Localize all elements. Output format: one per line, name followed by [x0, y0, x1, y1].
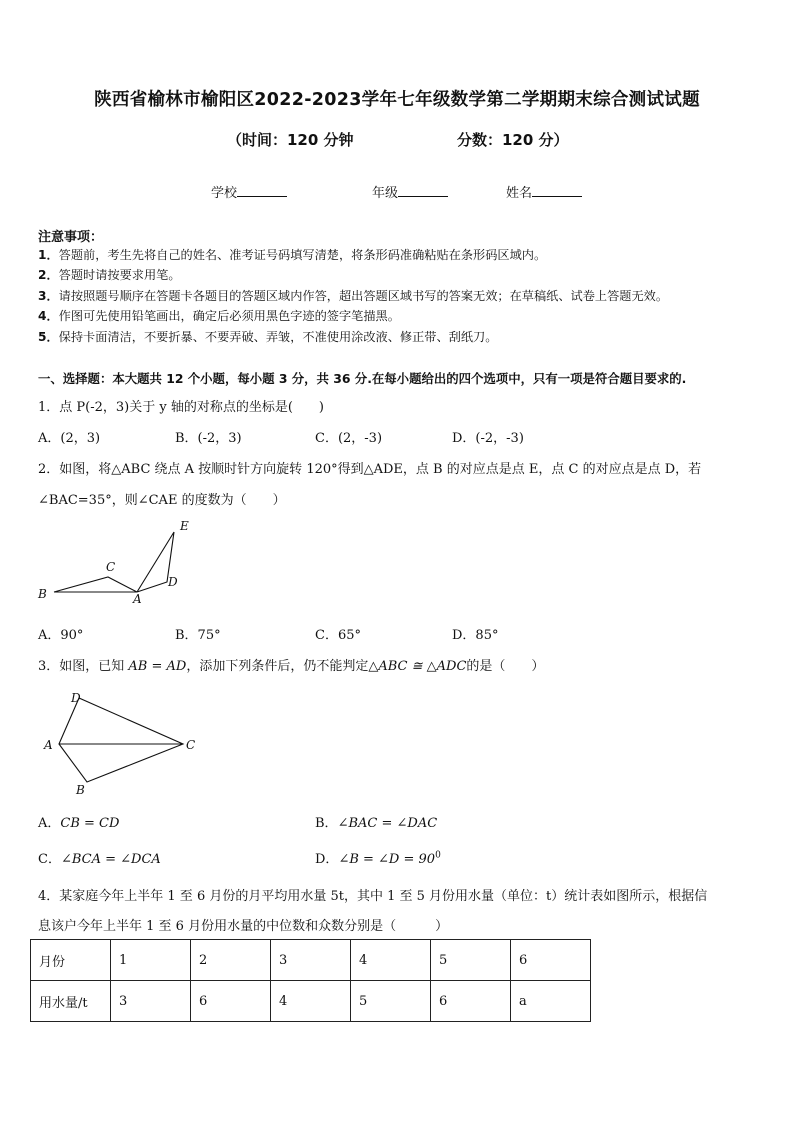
label-d: D — [71, 691, 81, 705]
question-2-stem-line1: 2．如图，将△ABC 绕点 A 按顺时针方向旋转 120°得到△ADE，点 B 的对应点是点 E，点 C 的对应点是点 D，若 — [38, 462, 702, 477]
q3-option-c-math: ∠BCA = ∠DCA — [60, 852, 161, 867]
q3-stem-math1: AB = AD — [128, 659, 187, 674]
label-a: A — [44, 738, 53, 752]
q3-option-a — [38, 812, 119, 831]
q3-option-d-math: ∠B = ∠D = 90 — [338, 852, 436, 867]
label-b: B — [76, 783, 85, 795]
name-field — [506, 182, 582, 201]
note-item — [38, 328, 497, 345]
grade-blank — [398, 184, 448, 197]
note-text: 作图可先使用铅笔画出，确定后必须用黑色字迹的签字笔描黑。 — [58, 309, 400, 323]
section-heading: 一、选择题：本大题共 12 个小题，每小题 3 分，共 36 分.在每小题给出的四个选项中，只有一项是符合题目要求的. — [38, 371, 687, 386]
q3-stem-prefix: 3．如图，已知 — [38, 659, 125, 674]
table-cell: 2 — [191, 940, 271, 981]
q3-stem-suffix: 的是（ ） — [466, 659, 545, 674]
note-text: 答题时请按要求用笔。 — [58, 268, 181, 282]
triangle-abc — [54, 577, 137, 592]
table-row — [31, 981, 591, 1022]
q3-option-c-letter: C． — [38, 852, 61, 867]
q3-stem-mid: ，添加下列条件后，仍不能判定 — [186, 659, 369, 674]
q3-option-b-math: ∠BAC = ∠DAC — [337, 816, 438, 831]
school-blank — [237, 184, 287, 197]
quadrilateral-abcd — [59, 698, 183, 782]
school-label: 学校 — [211, 186, 238, 201]
q3-option-a-letter: A． — [38, 816, 61, 831]
label-b: B — [38, 587, 47, 601]
label-a: A — [133, 592, 142, 606]
name-blank — [532, 184, 582, 197]
grade-field — [372, 182, 448, 201]
label-c: C — [186, 738, 196, 752]
table-cell: 5 — [351, 981, 431, 1022]
label-c: C — [106, 560, 116, 574]
q3-option-c — [38, 848, 161, 867]
table-cell: a — [511, 981, 591, 1022]
q3-option-d-letter: D． — [315, 852, 339, 867]
paper-title: 陕西省榆林市榆阳区2022-2023学年七年级数学第二学期期末综合测试试题 — [94, 90, 700, 110]
table-cell: 6 — [431, 981, 511, 1022]
table-cell: 4 — [351, 940, 431, 981]
grade-label: 年级 — [372, 186, 399, 201]
q3-option-a-math: CB = CD — [60, 816, 120, 831]
note-number: 1． — [38, 248, 59, 262]
note-item — [38, 287, 668, 304]
q2-option-b: B．75° — [175, 628, 221, 643]
q3-quadrilateral-figure — [38, 685, 208, 795]
q1-option-d: D．(-2，-3) — [452, 431, 524, 446]
q2-option-c: C．65° — [315, 628, 361, 643]
table-cell: 6 — [191, 981, 271, 1022]
note-number: 4． — [38, 309, 59, 323]
q3-option-b — [315, 812, 437, 831]
note-number: 2． — [38, 268, 59, 282]
label-d: D — [168, 575, 178, 589]
question-4-stem-line2: 息该户今年上半年 1 至 6 月份用水量的中位数和众数分别是（ ） — [38, 919, 449, 934]
q2-option-a: A．90° — [38, 628, 84, 643]
exam-time: （时间：120 分钟 — [227, 131, 354, 149]
table-cell: 4 — [271, 981, 351, 1022]
q2-option-d: D．85° — [452, 628, 499, 643]
question-3-stem — [38, 655, 544, 674]
question-1-stem: 1．点 P(-2，3)关于 y 轴的对称点的坐标是( ) — [38, 400, 324, 415]
notes-title: 注意事项： — [38, 230, 104, 245]
q3-stem-math2: △ABC ≅ △ADC — [368, 659, 467, 674]
note-text: 保持卡面清洁，不要折暴、不要弄破、弄皱，不准使用涂改液、修正带、刮纸刀。 — [58, 330, 498, 344]
note-text: 请按照题号顺序在答题卡各题目的答题区域内作答，超出答题区域书写的答案无效；在草稿纸、试卷上答题无效。 — [58, 289, 669, 303]
note-item — [38, 307, 400, 324]
table-cell: 用水量/t — [31, 981, 111, 1022]
q3-option-b-letter: B． — [315, 816, 338, 831]
table-cell: 1 — [111, 940, 191, 981]
q2-triangle-figure — [30, 515, 200, 610]
q1-option-c: C．(2，-3) — [315, 431, 383, 446]
q1-option-b: B．(-2，3) — [175, 431, 242, 446]
note-item — [38, 246, 546, 263]
label-e: E — [180, 519, 189, 533]
note-number: 3． — [38, 289, 59, 303]
name-label: 姓名 — [506, 186, 533, 201]
q3-option-d-superscript: 0 — [435, 850, 441, 861]
water-usage-table — [30, 939, 591, 1022]
exam-score: 分数：120 分） — [457, 131, 569, 149]
table-cell: 6 — [511, 940, 591, 981]
table-cell: 月份 — [31, 940, 111, 981]
table-cell: 5 — [431, 940, 511, 981]
question-2-stem-line2: ∠BAC=35°，则∠CAE 的度数为（ ） — [38, 493, 286, 508]
table-row — [31, 940, 591, 981]
table-cell: 3 — [271, 940, 351, 981]
q1-option-a: A．(2，3) — [38, 431, 101, 446]
q3-option-d — [315, 848, 441, 867]
table-cell: 3 — [111, 981, 191, 1022]
note-number: 5． — [38, 330, 59, 344]
school-field — [211, 182, 287, 201]
note-text: 答题前，考生先将自己的姓名、准考证号码填写清楚，将条形码准确粘贴在条形码区域内。 — [58, 248, 547, 262]
note-item — [38, 266, 181, 283]
question-4-stem-line1: 4．某家庭今年上半年 1 至 6 月份的月平均用水量 5t，其中 1 至 5 月份用水量（单位：t）统计表如图所示，根据信 — [38, 889, 708, 904]
